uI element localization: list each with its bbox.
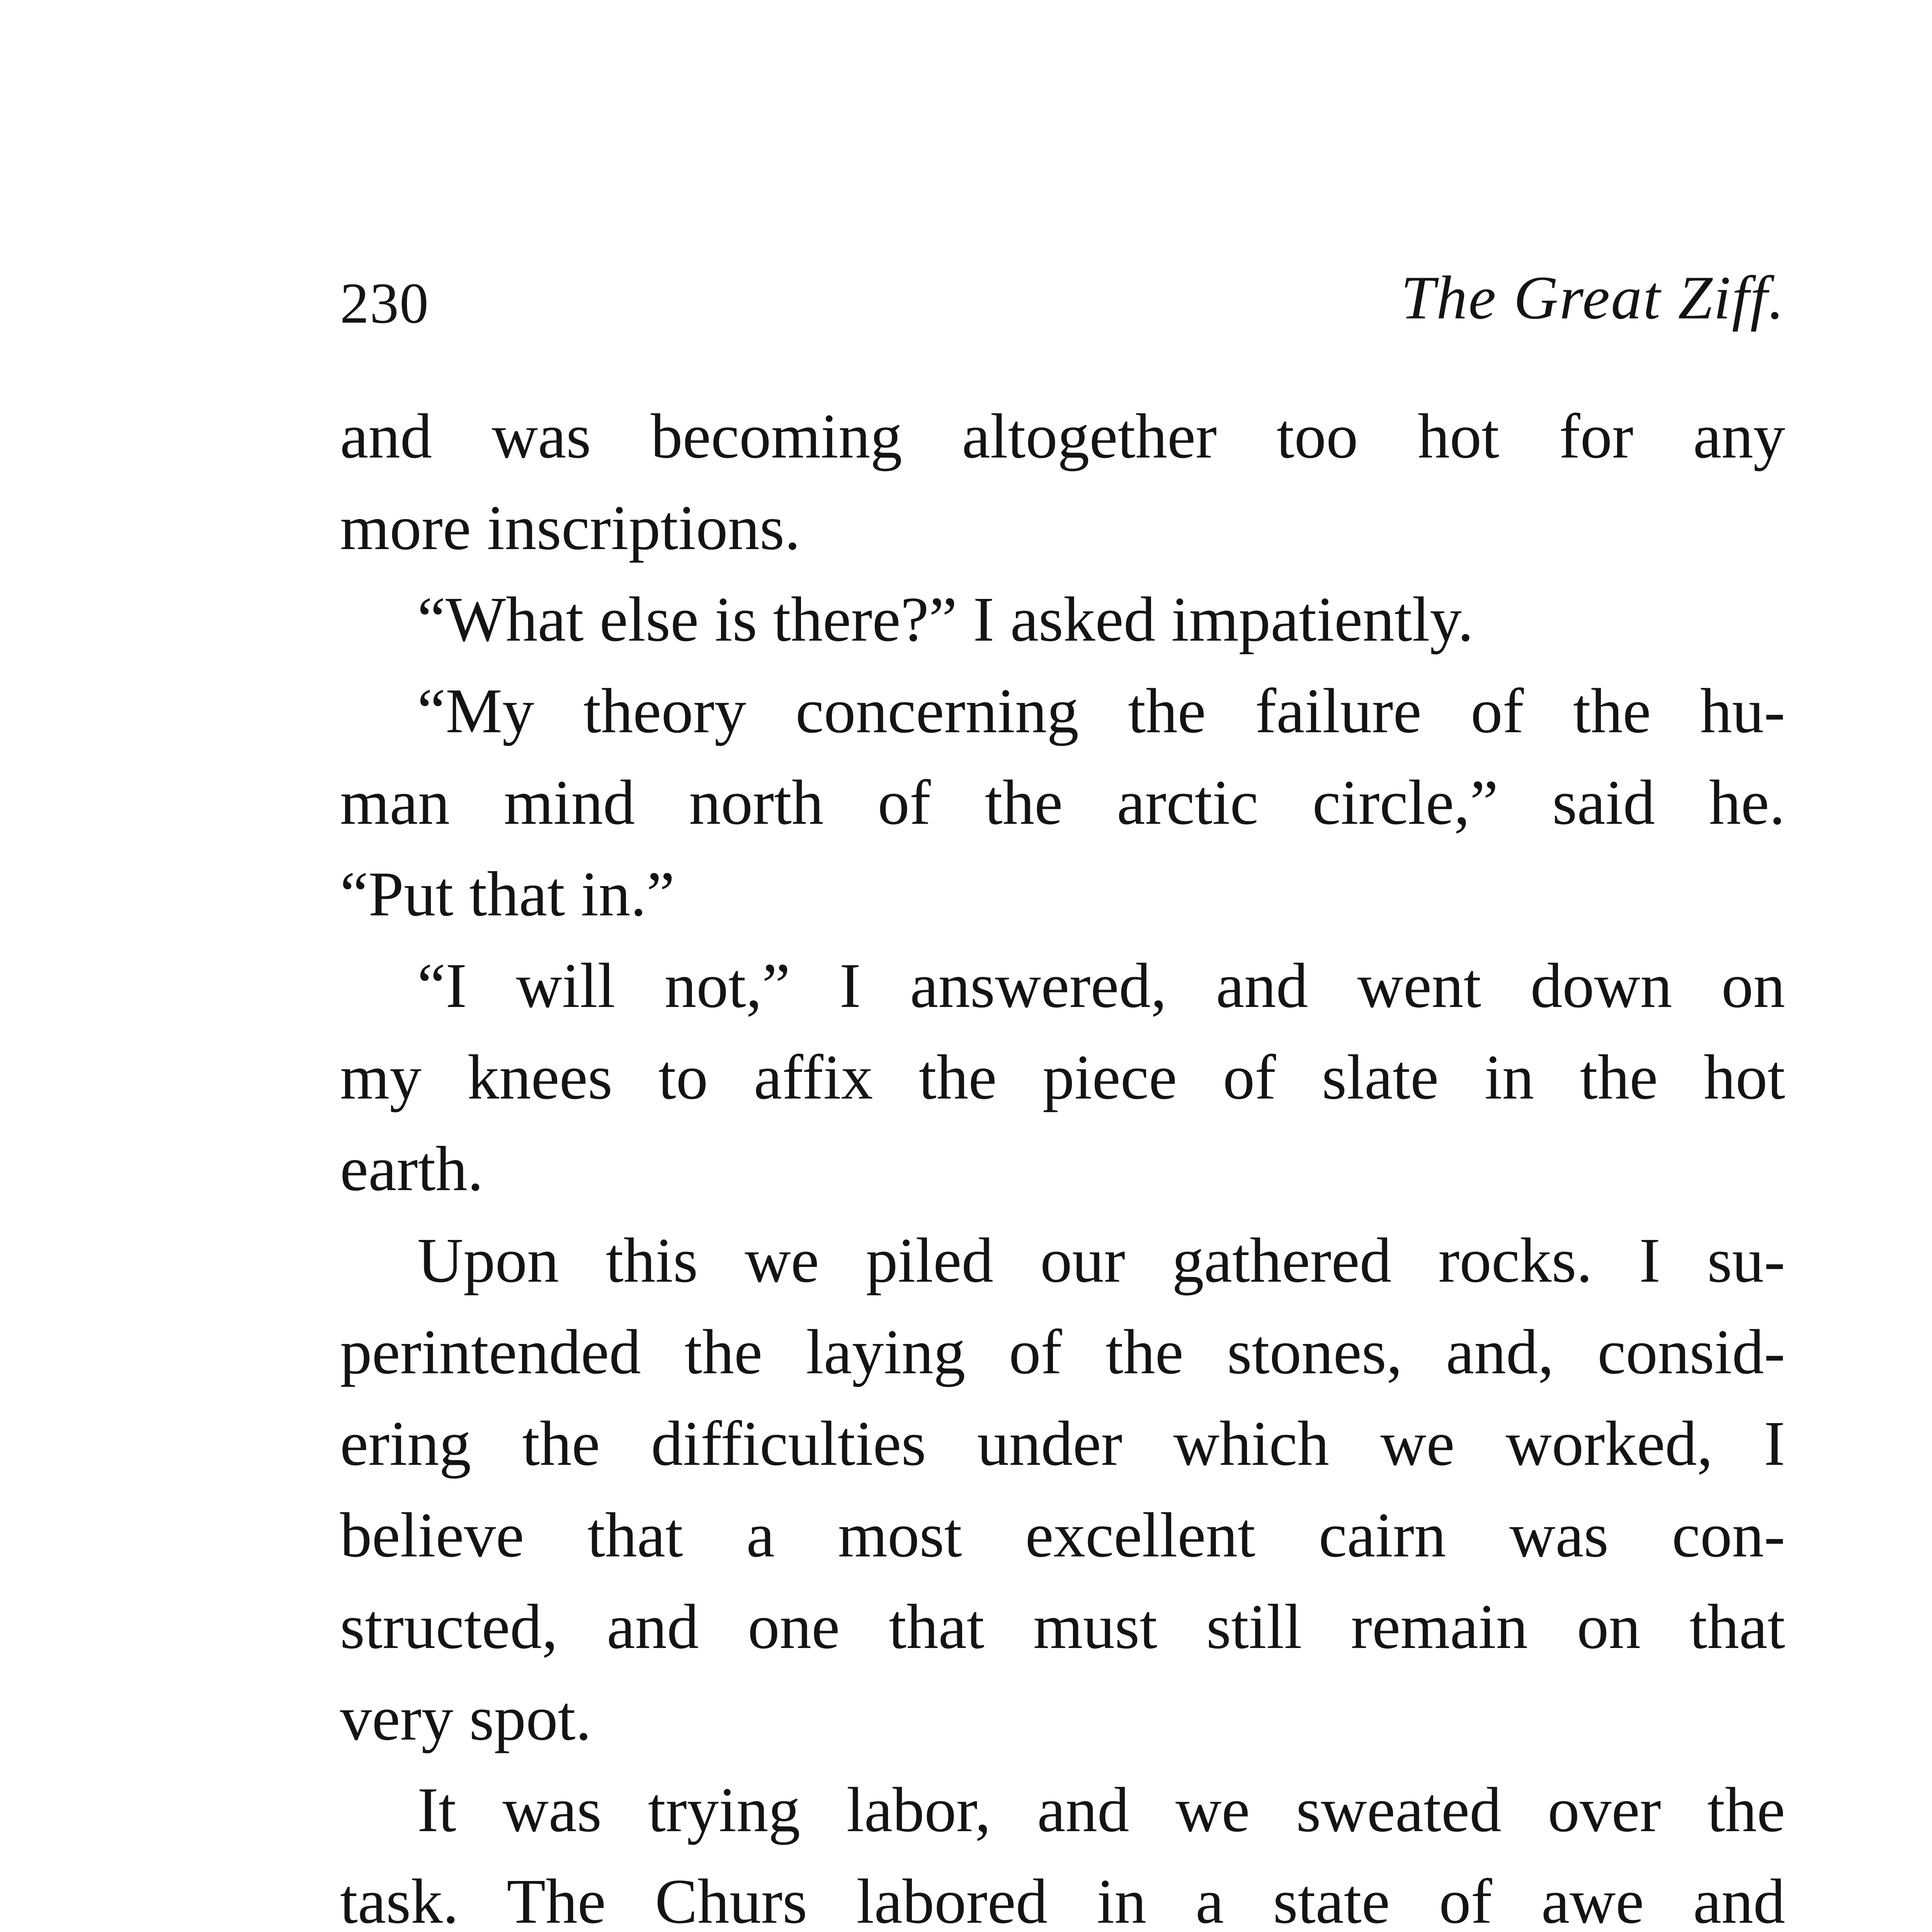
text-line: Upon this we piled our gathered rocks. I su- bbox=[417, 1225, 1785, 1296]
text-line: “What else is there?” I asked impatiently. bbox=[417, 584, 1474, 655]
text-line: very spot. bbox=[340, 1683, 592, 1753]
text-line: perintended the laying of the stones, and, consid- bbox=[340, 1316, 1785, 1387]
text-line: man mind north of the arctic circle,” said he. bbox=[340, 767, 1785, 838]
text-line: “I will not,” I answered, and went down on bbox=[417, 950, 1785, 1021]
text-line: “My theory concerning the failure of the hu- bbox=[417, 675, 1785, 746]
running-title: The Great Ziff. bbox=[1401, 263, 1785, 332]
text-line: believe that a most excellent cairn was con- bbox=[340, 1500, 1785, 1570]
text-line: more inscriptions. bbox=[340, 492, 801, 563]
text-line: earth. bbox=[340, 1133, 484, 1204]
text-line: structed, and one that must still remain on that bbox=[340, 1591, 1785, 1662]
text-line: ering the difficulties under which we worked, I bbox=[340, 1408, 1785, 1479]
page-number: 230 bbox=[340, 271, 429, 335]
text-line: my knees to affix the piece of slate in the hot bbox=[340, 1042, 1785, 1112]
text-line: task. The Churs labored in a state of awe and bbox=[340, 1866, 1785, 1932]
body-text bbox=[340, 390, 1785, 1932]
text-line: “Put that in.” bbox=[340, 859, 675, 929]
running-head bbox=[340, 259, 1785, 352]
text-line: and was becoming altogether too hot for any bbox=[340, 401, 1785, 471]
text-line: It was trying labor, and we sweated over the bbox=[417, 1774, 1785, 1845]
